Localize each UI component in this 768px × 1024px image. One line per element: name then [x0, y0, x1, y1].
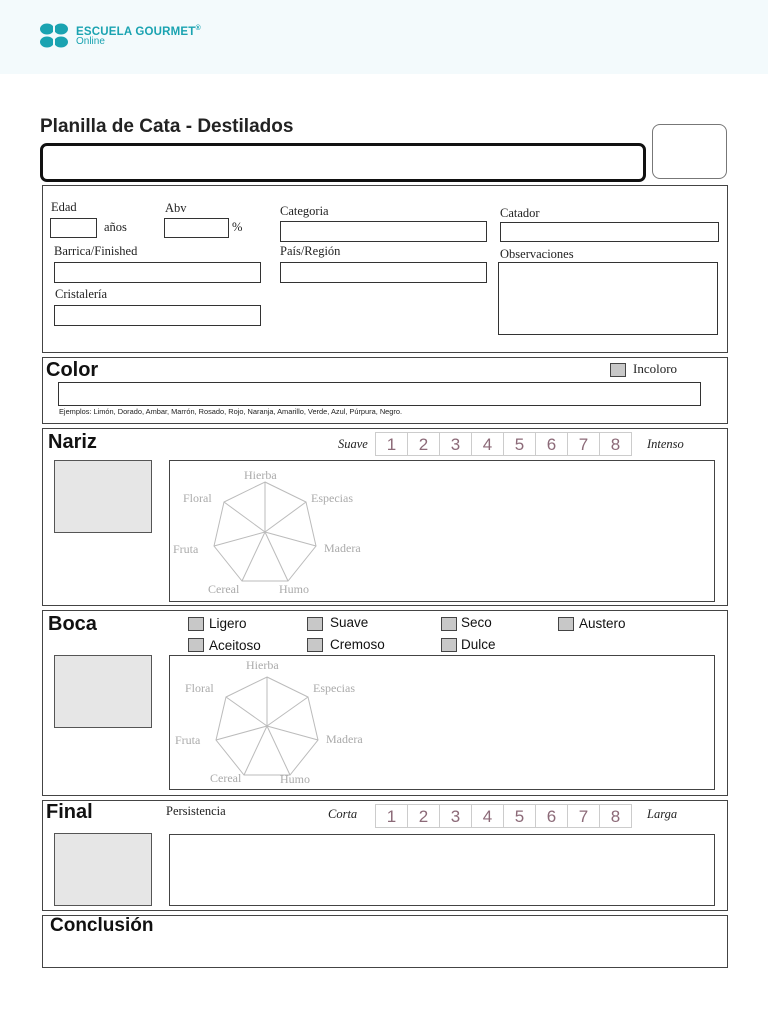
nariz-axis-madera: Madera [324, 541, 361, 555]
nariz-axis-floral: Floral [183, 491, 212, 505]
abv-input[interactable] [164, 218, 229, 238]
page-title: Planilla de Cata - Destilados [40, 116, 294, 137]
boca-axis-hierba: Hierba [246, 658, 279, 672]
barrica-input[interactable] [54, 262, 261, 283]
spirit-name-field[interactable] [40, 143, 646, 182]
cremoso-checkbox[interactable] [307, 638, 323, 652]
nariz-scale-1[interactable]: 1 [375, 432, 408, 456]
observaciones-label: Observaciones [500, 247, 574, 261]
ligero-checkbox[interactable] [188, 617, 204, 631]
color-examples: Ejemplos: Limón, Dorado, Ambar, Marrón, Rosado, Rojo, Naranja, Amarillo, Verde, Azul, Púrpura, Negro. [59, 407, 403, 416]
abv-label: Abv [165, 201, 187, 215]
austero-label: Austero [579, 616, 626, 631]
categoria-input[interactable] [280, 221, 487, 242]
edad-input[interactable] [50, 218, 97, 238]
incoloro-checkbox[interactable] [610, 363, 626, 377]
color-input[interactable] [58, 382, 701, 406]
seco-label: Seco [461, 615, 492, 630]
final-scale-2[interactable]: 2 [407, 804, 440, 828]
aceitoso-checkbox[interactable] [188, 638, 204, 652]
clover-logo-icon [38, 22, 70, 50]
anos-label: años [104, 220, 127, 234]
cremoso-label: Cremoso [330, 637, 385, 652]
suave-label: Suave [330, 615, 369, 630]
nariz-scale-high: Intenso [647, 437, 684, 451]
brand-subtitle: Online [76, 36, 105, 47]
ligero-label: Ligero [209, 616, 247, 631]
aceitoso-label: Aceitoso [209, 638, 261, 653]
nariz-scale [376, 432, 632, 456]
nariz-axis-humo: Humo [279, 582, 309, 596]
nariz-axis-especias: Especias [311, 491, 353, 505]
observaciones-input[interactable] [498, 262, 718, 335]
dulce-checkbox[interactable] [441, 638, 457, 652]
suave-checkbox[interactable] [307, 617, 323, 631]
pais-input[interactable] [280, 262, 487, 283]
final-scale-4[interactable]: 4 [471, 804, 504, 828]
nariz-scale-low: Suave [338, 437, 368, 451]
conclusion-header: Conclusión [50, 915, 154, 936]
nariz-scale-5[interactable]: 5 [503, 432, 536, 456]
seco-checkbox[interactable] [441, 617, 457, 631]
boca-axis-cereal: Cereal [210, 771, 242, 785]
barrica-label: Barrica/Finished [54, 244, 138, 258]
boca-header: Boca [48, 613, 97, 635]
cristaleria-input[interactable] [54, 305, 261, 326]
nariz-axis-cereal: Cereal [208, 582, 240, 596]
final-scale-high: Larga [647, 807, 678, 821]
boca-color-swatch[interactable] [54, 655, 152, 728]
nariz-scale-6[interactable]: 6 [535, 432, 568, 456]
color-header: Color [46, 359, 99, 381]
boca-axis-floral: Floral [185, 681, 214, 695]
persistencia-label: Persistencia [166, 804, 226, 818]
nariz-scale-8[interactable]: 8 [599, 432, 632, 456]
final-scale-8[interactable]: 8 [599, 804, 632, 828]
final-scale-3[interactable]: 3 [439, 804, 472, 828]
nariz-color-swatch[interactable] [54, 460, 152, 533]
final-notes-area[interactable] [169, 834, 715, 906]
boca-axis-fruta: Fruta [175, 733, 201, 747]
nariz-axis-fruta: Fruta [173, 542, 199, 556]
nariz-scale-2[interactable]: 2 [407, 432, 440, 456]
incoloro-label: Incoloro [633, 361, 678, 376]
cristaleria-label: Cristalería [55, 287, 108, 301]
boca-axis-madera: Madera [326, 732, 363, 746]
catador-label: Catador [500, 206, 540, 220]
percent-label: % [232, 220, 243, 234]
nariz-scale-3[interactable]: 3 [439, 432, 472, 456]
pais-label: País/Región [280, 244, 341, 258]
nariz-header: Nariz [48, 431, 97, 453]
brand-name: ESCUELA GOURMET® [76, 25, 201, 38]
final-scale-5[interactable]: 5 [503, 804, 536, 828]
boca-axis-especias: Especias [313, 681, 355, 695]
final-color-swatch[interactable] [54, 833, 152, 906]
nariz-scale-4[interactable]: 4 [471, 432, 504, 456]
final-scale-6[interactable]: 6 [535, 804, 568, 828]
final-scale-1[interactable]: 1 [375, 804, 408, 828]
dulce-label: Dulce [461, 637, 496, 652]
nariz-scale-7[interactable]: 7 [567, 432, 600, 456]
final-header: Final [46, 801, 93, 823]
final-scale-low: Corta [328, 807, 358, 821]
final-scale-7[interactable]: 7 [567, 804, 600, 828]
catador-input[interactable] [500, 222, 719, 242]
nariz-aroma-wheel [169, 460, 389, 602]
nariz-axis-hierba: Hierba [244, 468, 277, 482]
categoria-label: Categoria [280, 204, 329, 218]
austero-checkbox[interactable] [558, 617, 574, 631]
boca-axis-humo: Humo [280, 772, 310, 786]
score-box[interactable] [652, 124, 727, 179]
boca-aroma-wheel [169, 655, 389, 790]
final-scale [376, 804, 632, 828]
edad-label: Edad [51, 200, 77, 214]
